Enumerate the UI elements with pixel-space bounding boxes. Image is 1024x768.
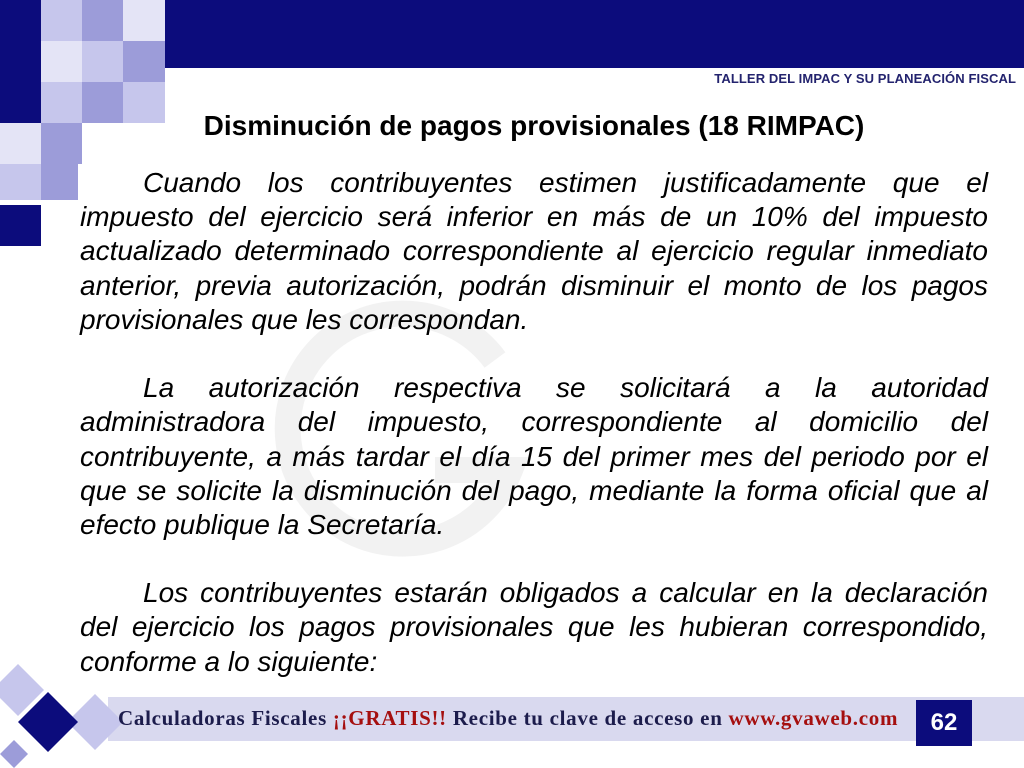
footer-cta-text: Recibe tu clave de acceso en: [452, 706, 723, 730]
footer-brand-text: Calculadoras Fiscales: [118, 706, 327, 730]
checker-square: [0, 123, 41, 164]
body-line: conforme a lo siguiente:: [80, 645, 378, 677]
paragraph-1: [80, 166, 988, 337]
body-line: impuesto del ejercicio será inferior en más de un 10% del impuesto: [80, 201, 988, 233]
checker-square: [123, 41, 165, 82]
footer-promo-text: [118, 705, 898, 731]
checker-square: [41, 41, 82, 82]
page-number: 62: [916, 700, 972, 746]
body-line: contribuyente, a más tardar el día 15 del primer mes del periodo por el: [80, 440, 988, 472]
checker-square: [41, 123, 82, 164]
body-line: efecto publique la Secretaría.: [80, 508, 445, 540]
diamond-shape: [0, 740, 28, 768]
checker-square: [0, 0, 41, 41]
checker-square: [0, 82, 41, 123]
body-line: anterior, previa autorización, podrán disminuir el monto de los pagos: [80, 269, 988, 301]
paragraph-3: [80, 576, 988, 679]
header-subtitle: TALLER DEL IMPAC Y SU PLANEACIÓN FISCAL: [714, 71, 1016, 86]
body-line: actualizado determinado correspondiente al ejercicio regular inmediato: [80, 235, 988, 267]
header-bar: [165, 0, 1024, 68]
paragraph-2: [80, 371, 988, 542]
body-line: Cuando los contribuyentes estimen justificadamente que el: [143, 167, 988, 198]
checker-square: [41, 164, 78, 200]
checker-square: [0, 205, 41, 246]
checker-square: [41, 0, 82, 41]
checker-square: [82, 41, 123, 82]
checker-square: [41, 82, 82, 123]
checker-square: [0, 164, 41, 200]
footer-website: www.gvaweb.com: [728, 706, 899, 730]
body-line: Los contribuyentes estarán obligados a calcular en la declaración: [143, 577, 988, 609]
footer-free-text: ¡¡GRATIS!!: [332, 706, 447, 730]
diamond-decoration: [0, 660, 130, 768]
checker-square: [123, 0, 165, 41]
body-line: La autorización respectiva se solicitará a la autoridad: [143, 372, 988, 404]
body-line: que se solicite la disminución del pago, mediante la forma oficial que al: [80, 474, 988, 506]
body-line: del ejercicio los pagos provisionales que les hubieran correspondido,: [80, 611, 988, 643]
slide-body: [80, 166, 988, 679]
checker-square: [0, 41, 41, 82]
checker-square: [82, 0, 123, 41]
slide-title: Disminución de pagos provisionales (18 RIMPAC): [203, 110, 865, 141]
body-line: administradora del impuesto, correspondiente al domicilio del: [80, 406, 988, 438]
body-line: provisionales que les correspondan.: [80, 303, 529, 335]
